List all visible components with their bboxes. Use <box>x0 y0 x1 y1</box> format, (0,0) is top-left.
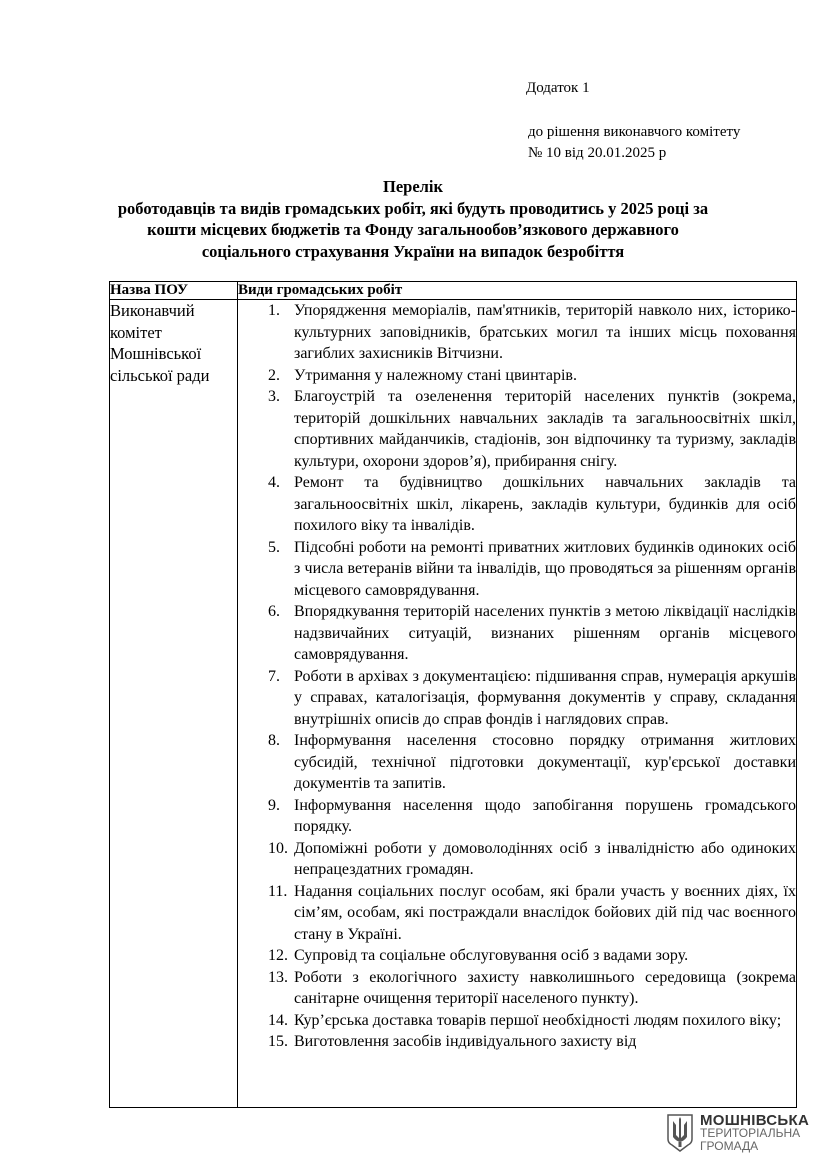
organization-cell <box>110 300 238 1108</box>
list-item <box>238 1010 796 1032</box>
works-table <box>109 281 797 1108</box>
organization-line: сільської ради <box>110 365 210 385</box>
item-text: Утримання у належному стані цвинтарів. <box>294 366 577 384</box>
logo-line-1: МОШНІВСЬКА <box>700 1111 810 1129</box>
list-item <box>238 795 796 838</box>
community-logo <box>666 1113 809 1153</box>
logo-line-3: ГРОМАДА <box>700 1138 759 1153</box>
item-text: Впорядкування територій населених пунктів з метою ліквідації наслідків надзвичайних ситуацій, визнаних рішенням органів місцевого самоврядування. <box>294 603 796 663</box>
title-line-2: роботодавців та видів громадських робіт, які будуть проводитись у 2025 році за <box>117 198 709 218</box>
logo-text <box>700 1111 810 1153</box>
item-number: 14. <box>268 1011 288 1029</box>
table-header-row <box>110 282 797 300</box>
list-item <box>238 967 796 1010</box>
item-number: 15. <box>268 1033 288 1050</box>
item-text: Кур’єрська доставка товарів першої необхідності людям похилого віку; <box>294 1011 782 1029</box>
list-item <box>238 537 796 602</box>
document-title <box>0 176 826 262</box>
title-line-1: Перелік <box>382 177 443 196</box>
item-text: Роботи з екологічного захисту навколишнього середовища (зокрема санітарне очищення території населеного пункту). <box>294 968 796 1007</box>
works-cell <box>238 300 797 1108</box>
item-number: 1. <box>268 302 280 319</box>
decision-line-1: до рішення виконавчого комітету <box>528 124 741 140</box>
list-item <box>238 300 796 365</box>
title-line-4: соціального страхування України на випадок безробіття <box>201 241 625 261</box>
list-item <box>238 386 796 472</box>
item-number: 11. <box>268 882 288 900</box>
trident-emblem-icon <box>666 1113 694 1153</box>
item-text: Супровід та соціальне обслуговування осіб з вадами зору. <box>294 947 689 964</box>
item-text: Надання соціальних послуг особам, які брали участь у воєнних діях, їх сім’ям, особам, які постраждали внаслідок бойових дій під час воєнного стану в Україні. <box>294 882 796 943</box>
item-number: 10. <box>268 839 288 857</box>
list-item <box>238 472 796 537</box>
item-text: Виготовлення засобів індивідуального захисту від <box>294 1033 637 1050</box>
decision-line-2: № 10 від 20.01.2025 р <box>528 145 667 161</box>
item-number: 9. <box>268 796 280 814</box>
item-number: 12. <box>268 947 288 964</box>
item-number: 6. <box>268 603 280 620</box>
list-item <box>238 945 796 967</box>
organization-line: комітет <box>110 322 162 342</box>
annex-label: Додаток 1 <box>526 80 590 96</box>
list-item <box>238 666 796 731</box>
item-number: 7. <box>268 667 280 685</box>
list-item <box>238 1031 796 1053</box>
list-item <box>238 881 796 946</box>
item-text: Роботи в архівах з документацією: підшивання справ, нумерація аркушів у справах, каталогізація, формування документів у справу, складання внутрішніх описів до справ фондів і наглядових справ. <box>294 667 796 728</box>
table-row <box>110 300 797 1108</box>
item-text: Допоміжні роботи у домоволодіннях осіб з інвалідністю або одиноких непрацездатних громадян. <box>294 839 796 878</box>
decision-reference <box>528 122 740 164</box>
list-item <box>238 601 796 666</box>
item-text: Ремонт та будівництво дошкільних навчальних закладів та загальноосвітніх шкіл, лікарень, закладів культури, будинків для осіб похилого віку та інвалідів. <box>294 474 796 534</box>
organization-line: Виконавчий <box>110 301 195 320</box>
works-list <box>238 300 796 1053</box>
item-text: Інформування населення стосовно порядку отримання житлових субсидій, технічної підготовки документації, кур'єрської доставки документів та запитів. <box>294 732 796 792</box>
item-number: 2. <box>268 366 280 384</box>
item-text: Благоустрій та озеленення територій населених пунктів (зокрема, територій дошкільних навчальних закладів та загальноосвітніх шкіл, спортивних майданчиків, стадіонів, зон відпочинку та туризму, закладів культури, охорони здоров’я), прибирання снігу. <box>294 388 796 470</box>
column-header-works: Види громадських робіт <box>238 282 797 300</box>
item-number: 5. <box>268 538 280 556</box>
column-header-organization: Назва ПОУ <box>110 282 238 300</box>
item-text: Інформування населення щодо запобігання порушень громадського порядку. <box>294 796 796 835</box>
list-item <box>238 838 796 881</box>
item-number: 13. <box>268 968 288 986</box>
logo-line-2: ТЕРИТОРІАЛЬНА <box>700 1125 801 1140</box>
item-number: 3. <box>268 388 280 405</box>
item-text: Упорядження меморіалів, пам'ятників, територій навколо них, історико-культурних заповідників, братських могил та інших місць поховання загиблих захисників Вітчизни. <box>294 302 796 362</box>
list-item <box>238 730 796 795</box>
item-text: Підсобні роботи на ремонті приватних житлових будинків одиноких осіб з числа ветеранів війни та інвалідів, що проводяться за рішенням органів місцевого самоврядування. <box>294 538 796 599</box>
list-item <box>238 365 796 387</box>
item-number: 4. <box>268 474 280 491</box>
organization-line: Мошнівської <box>110 344 202 363</box>
title-line-3: кошти місцевих бюджетів та Фонду загальнообов’язкового державного <box>147 220 679 239</box>
item-number: 8. <box>268 732 280 749</box>
